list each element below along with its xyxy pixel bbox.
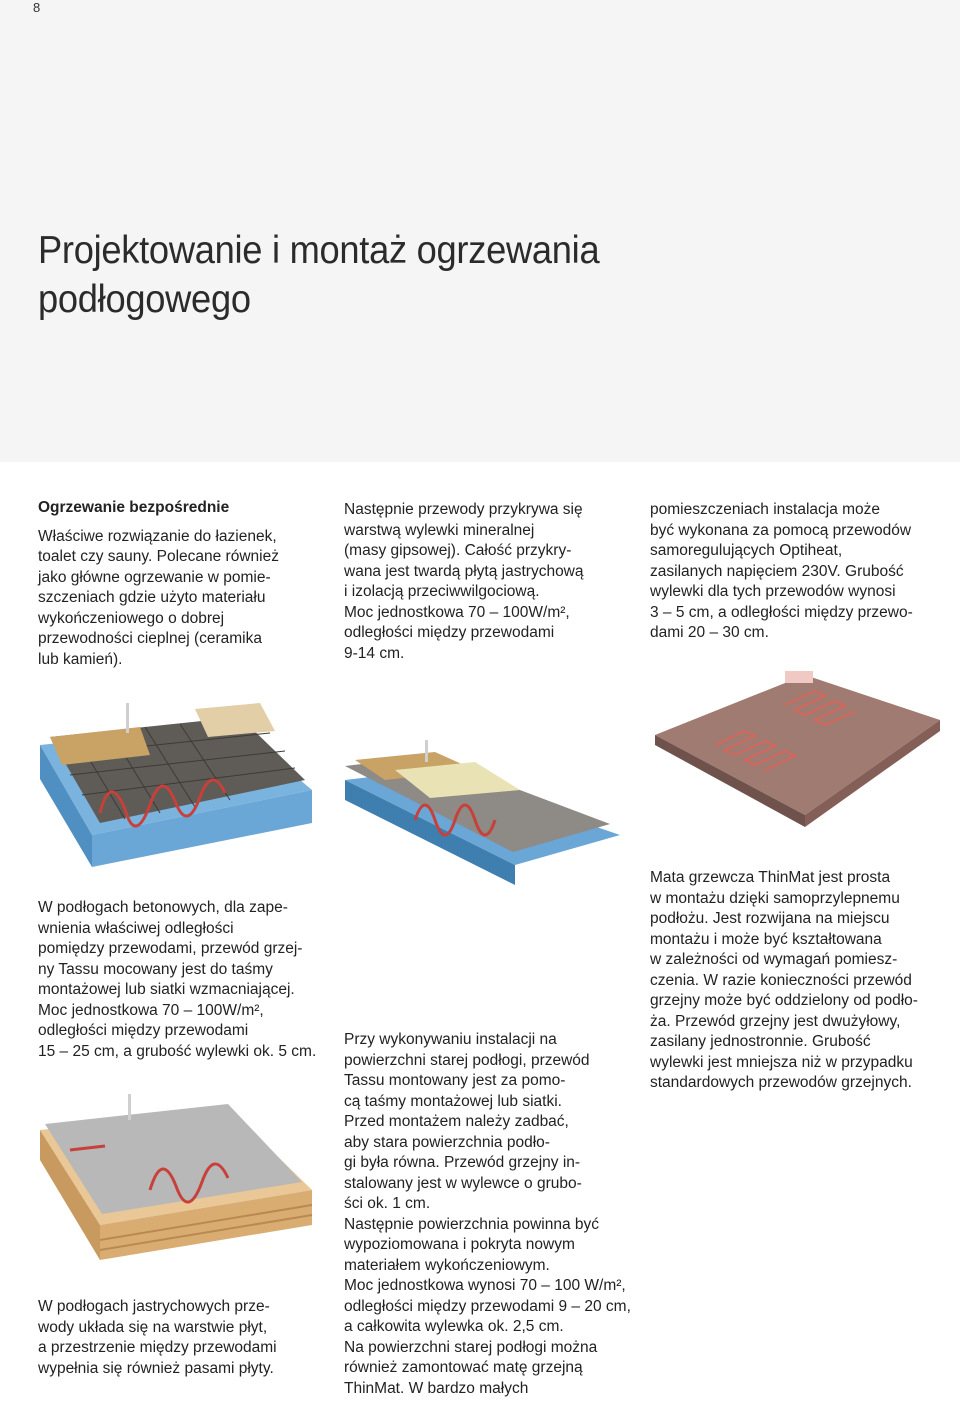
page-title-line-2: podłogowego: [38, 278, 251, 321]
column-middle-bottom: [344, 1030, 634, 1399]
page-title: [38, 226, 856, 324]
column-left-bottom: [38, 1297, 328, 1379]
paragraph-concrete-floor: W podłogach betonowych, dla zape- wnienia właściwej odległości pomiędzy przewodami, przewód grzej- ny Tassu mocowany jest do taśmy montażowej lub siatki wzmacniającej. Moc jednostkowa 70 – 100W/m², odległości między przewodami 15 – 25 cm, a grubość wylewki ok. 5 cm.: [38, 899, 317, 1060]
column-right-bottom: [650, 868, 940, 1094]
page-number: 8: [33, 0, 41, 15]
old-floor-surface: [655, 675, 940, 815]
paragraph-optiheat: pomieszczeniach instalacja może być wykonana za pomocą przewodów samoregulujących Optiheat, zasilanych napięciem 230V. Grubość wylewki dla tych przewodów wynosi 3 – 5 cm, a odległości między przewo- dami 20 – 30 cm.: [650, 501, 913, 641]
column-right-top: [650, 500, 940, 644]
paragraph-thinmat: Mata grzewcza ThinMat jest prosta w montażu dzięki samoprzylepnemu podłożu. Jest rozwijana na miejscu montażu i może być kształtowana w zależności od wymagań pomiesz- czenia. W razie konieczności przewód grzejny może być oddzielony od podło- ża. Przewód grzejny jest dwużyłowy, zasilany jednostronnie. Grubość wylewki jest mniejsza niż w przypadku standardowych przewodów grzejnych.: [650, 869, 918, 1091]
paragraph-old-floor: Przy wykonywaniu instalacji na powierzchni starej podłogi, przewód Tassu montowany jest za pomo- cą taśmy montażowej lub siatki. Przed montażem należy zadbać, aby stara powierzchnia podło- gi była równa. Przewód grzejny in- stalowany jest w wylewce o grubo- ści ok. 1 cm. Następnie powierzchnia powinna być wypoziomowana i pokryta nowym materiałem wykończeniowym. Moc jednostkowa wynosi 70 – 100 W/m², odległości między przewodami 9 – 20 cm, a całkowita wylewka ok. 2,5 cm. Na powierzchni starej podłogi można również zamontować matę grzejną ThinMat. W bardzo małych: [344, 1031, 631, 1397]
cable-conduit: [126, 703, 129, 733]
paragraph-screed-cover: Następnie przewody przykrywa się warstwą wylewki mineralnej (masy gipsowej). Całość przykry- wana jest twardą płytą jastrychową i izolacją przeciwwilgociową. Moc jednostkowa 70 – 100W/m², odległości między przewodami 9-14 cm.: [344, 501, 584, 662]
paragraph-screed-boards: W podłogach jastrychowych prze- wody układa się na warstwie płyt, a przestrzenie między przewodami wypełnia się również pasami płyty.: [38, 1298, 277, 1377]
paragraph-direct-heating: Właściwe rozwiązanie do łazienek, toalet czy sauny. Polecane również jako główne ogrzewanie w pomie- szczeniach gdzie użyto materiału wykończeniowego o dobrej przewodności cieplnej (ceramika lub kamień).: [38, 527, 279, 668]
column-left-top: [38, 498, 328, 670]
section-heading-direct-heating: Ogrzewanie bezpośrednie: [38, 499, 230, 516]
page-title-line-1: Projektowanie i montaż ogrzewania: [38, 229, 600, 272]
column-left-middle: [38, 898, 328, 1062]
tile-floor-piece: [195, 703, 275, 737]
screed-floor-illustration: [335, 740, 635, 890]
column-middle-top: [344, 500, 634, 664]
thinmat-illustration: [645, 665, 945, 835]
wooden-floor-illustration: [30, 1090, 320, 1295]
concrete-floor-illustration: [30, 695, 320, 885]
mat-roll: [785, 671, 813, 683]
